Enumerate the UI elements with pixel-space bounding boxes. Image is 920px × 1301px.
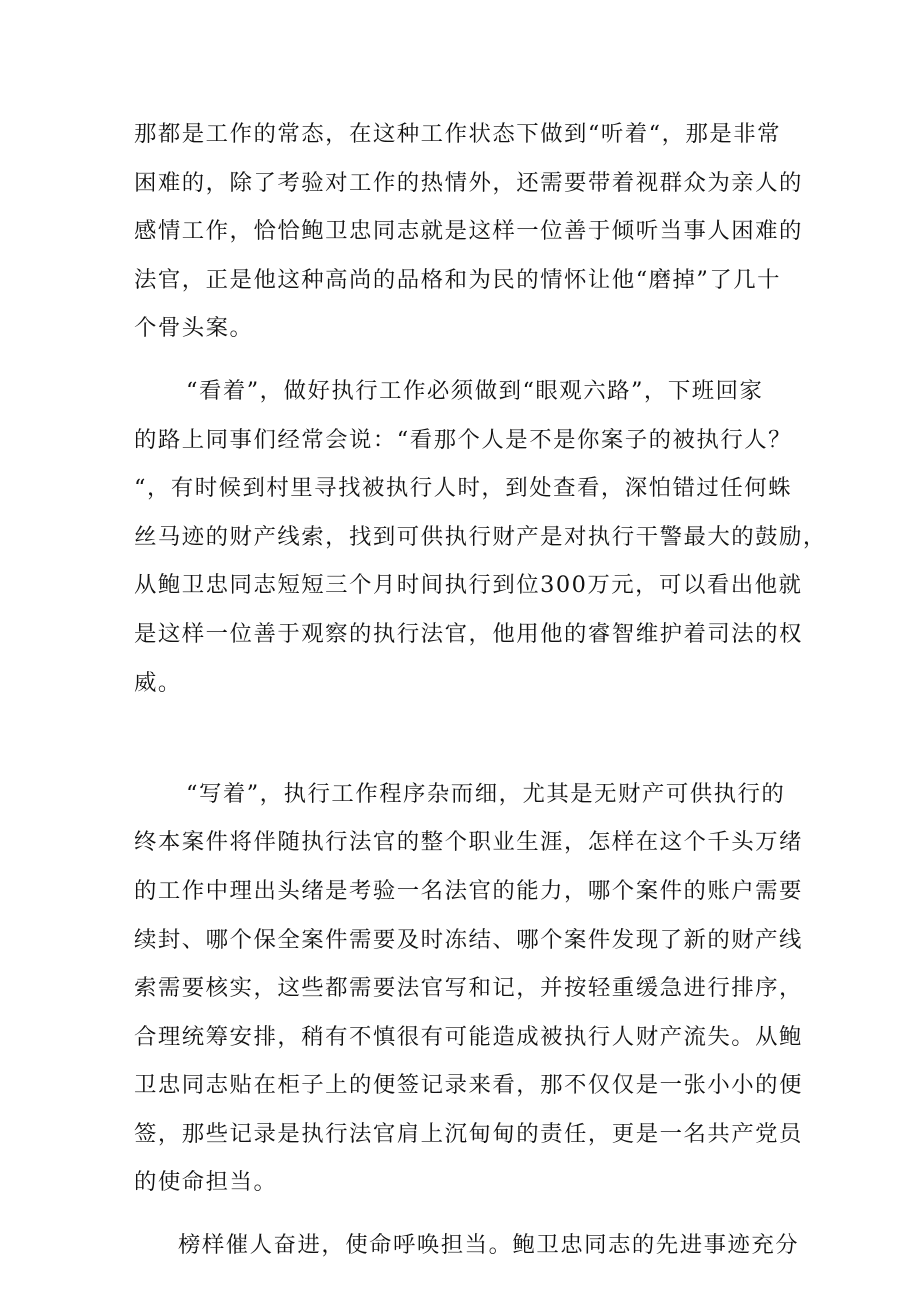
text-line: 榜样催人奋进，使命呼唤担当。鲍卫忠同志的先进事迹充分 <box>178 1232 800 1259</box>
text-line: 威。 <box>134 669 182 696</box>
text-line: “看着”，做好执行工作必须做到“眼观六路”，下班回家 <box>186 377 764 404</box>
text-line: 的使命担当。 <box>134 1169 278 1196</box>
text-line: 那都是工作的常态，在这种工作状态下做到“听着“，那是非常 <box>134 121 782 147</box>
text-line: 是这样一位善于观察的执行法官，他用他的睿智维护着司法的权 <box>134 620 803 647</box>
paragraph-spacer <box>134 353 794 367</box>
text-line: 合理统筹安排，稍有不慎很有可能造成被执行人财产流失。从鲍 <box>134 1023 803 1050</box>
text-line: 的路上同事们经常会说：“看那个人是不是你案子的被执行人？ <box>134 426 792 453</box>
paragraph-listening <box>134 110 803 353</box>
text-line: 的工作中理出头绪是考验一名法官的能力，哪个案件的账户需要 <box>134 877 803 904</box>
text-line: 个骨头案。 <box>134 315 254 342</box>
paragraph-spacer <box>134 1207 794 1221</box>
text-line: 法官，正是他这种高尚的品格和为民的情怀让他“磨掉”了几十 <box>134 266 782 293</box>
text-line: 续封、哪个保全案件需要及时冻结、哪个案件发现了新的财产线 <box>134 926 803 953</box>
text-line: 索需要核实，这些都需要法官写和记，并按轻重缓急进行排序， <box>134 975 803 1002</box>
paragraph-writing <box>134 770 803 1207</box>
text-line: 签，那些记录是执行法官肩上沉甸甸的责任，更是一名共产党员 <box>134 1120 803 1147</box>
text-line: 感情工作，恰恰鲍卫忠同志就是这样一位善于倾听当事人困难的 <box>134 218 803 245</box>
text-line: “写着”，执行工作程序杂而细，尤其是无财产可供执行的 <box>186 780 786 807</box>
paragraph-spacer <box>134 756 794 770</box>
text-line: “，有时候到村里寻找被执行人时，到处查看，深怕错过任何蛛 <box>134 475 792 502</box>
text-line: 从鲍卫忠同志短短三个月时间执行到位300万元，可以看出他就 <box>134 572 803 599</box>
text-line: 卫忠同志贴在柜子上的便签记录来看，那不仅仅是一张小小的便 <box>134 1072 803 1099</box>
paragraph-conclusion <box>134 1221 800 1270</box>
document-body <box>134 110 827 1270</box>
text-line: 困难的，除了考验对工作的热情外，还需要带着视群众为亲人的 <box>134 169 803 196</box>
text-line: 丝马迹的财产线索，找到可供执行财产是对执行干警最大的鼓励， <box>134 523 827 550</box>
text-line <box>134 707 794 756</box>
text-line: 终本案件将伴随执行法官的整个职业生涯，怎样在这个千头万绪 <box>134 829 803 856</box>
paragraph-watching <box>134 367 827 756</box>
